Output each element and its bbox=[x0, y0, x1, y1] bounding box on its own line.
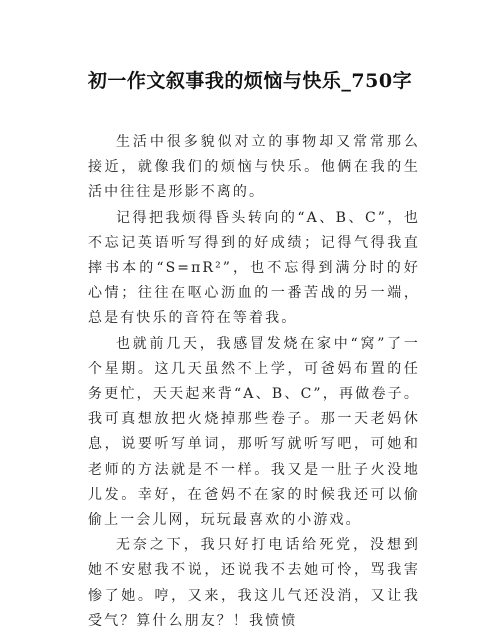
document-body bbox=[88, 130, 420, 634]
document-title: 初一作文叙事我的烦恼与快乐_750字 bbox=[87, 70, 413, 92]
paragraph: 生活中很多貌似对立的事物却又常常那么接近，就像我们的烦恼与快乐。他俩在我的生活中往往是形影不离的。 bbox=[88, 134, 420, 201]
paragraph: 记得把我烦得昏头转向的“A、B、C”，也不忘记英语听写得到的好成绩；记得气得我直摔书本的“S=πR²”，也不忘得到满分时的好心情；往往在呕心沥血的一番苦战的另一端，总是有快乐的音符在等着我。 bbox=[88, 209, 420, 327]
paragraph: 也就前几天，我感冒发烧在家中“窝”了一个星期。这几天虽然不上学，可爸妈布置的任务更忙，天天起来背“A、B、C”，再做卷子。我可真想放把火烧掉那些卷子。那一天老妈休息，说要听写单词，那听写就听写吧，可她和老师的方法就是不一样。我又是一肚子火没地儿发。幸好，在爸妈不在家的时候我还可以偷偷上一会儿网，玩玩最喜欢的小游戏。 bbox=[88, 335, 420, 529]
paragraph: 无奈之下，我只好打电话给死党，没想到她不安慰我不说，还说我不去她可怜，骂我害惨了她。哼，又来，我这儿气还没消，又让我受气？算什么朋友？！我愤愤 bbox=[88, 537, 420, 629]
